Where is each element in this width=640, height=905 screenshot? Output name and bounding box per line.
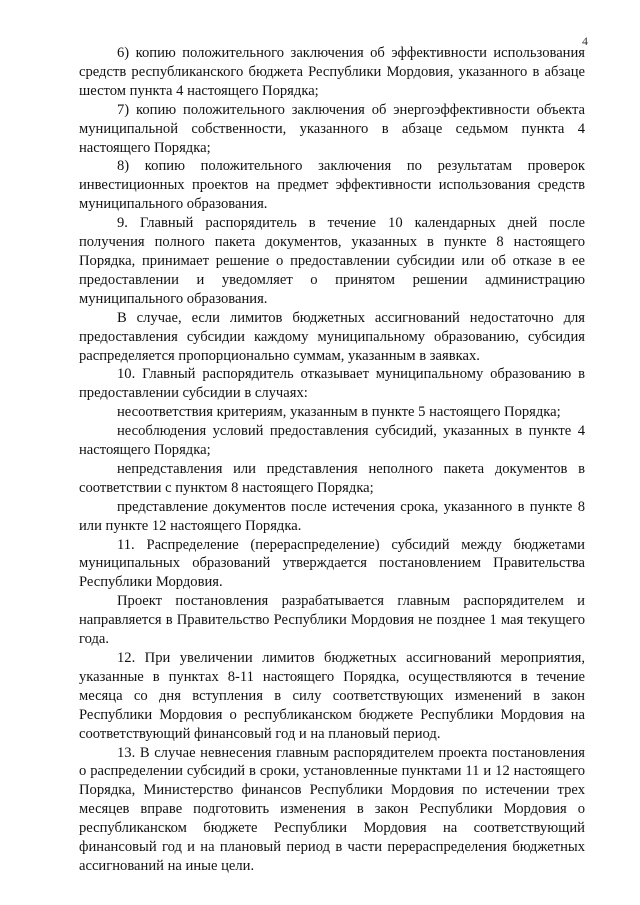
document-body	[79, 44, 585, 876]
paragraph-clause-10-case-1: несоответствия критериям, указанным в пункте 5 настоящего Порядка;	[117, 404, 561, 421]
paragraph-clause-10-case-2: несоблюдения условий предоставления субсидий, указанных в пункте 4 настоящего Порядка;	[79, 423, 585, 459]
paragraph-item-6: 6) копию положительного заключения об эффективности использования средств республиканского бюджета Республики Мордовия, указанного в абзаце шестом пункта 4 настоящего Порядка;	[79, 45, 585, 99]
paragraph-item-7: 7) копию положительного заключения об энергоэффективности объекта муниципальной собственности, указанного в абзаце седьмом пункта 4 настоящего Порядка;	[79, 101, 585, 156]
paragraph-clause-11-note: Проект постановления разрабатывается главным распорядителем и направляется в Правительство Республики Мордовия не позднее 1 мая текущего года.	[79, 593, 585, 648]
paragraph-clause-12: 12. При увеличении лимитов бюджетных ассигнований мероприятия, указанные в пунктах 8-11 настоящего Порядка, осуществляются в течение месяца со дня вступления в силу соответствующих изменений в закон Республики Мордовия о республиканском бюджете Республики Мордовия на соответствующий финансовый год и на плановый период.	[79, 650, 585, 742]
paragraph-clause-9-note: В случае, если лимитов бюджетных ассигнований недостаточно для предоставления субсидии каждому муниципальному образованию, субсидия распределяется пропорционально суммам, указанным в заявках.	[79, 309, 585, 364]
paragraph-clause-10: 10. Главный распорядитель отказывает муниципальному образованию в предоставлении субсидии в случаях:	[79, 366, 585, 402]
paragraph-clause-10-case-4: представление документов после истечения срока, указанного в пункте 8 или пункте 12 настоящего Порядка.	[79, 498, 585, 534]
paragraph-clause-11: 11. Распределение (перераспределение) субсидий между бюджетами муниципальных образований утверждается постановлением Правительства Республики Мордовия.	[79, 536, 585, 591]
paragraph-item-8: 8) копию положительного заключения по результатам проверок инвестиционных проектов на предмет эффективности использования средств муниципального образования.	[79, 158, 585, 213]
page-number: 4	[582, 34, 588, 48]
paragraph-clause-13: 13. В случае невнесения главным распорядителем проекта постановления о распределении субсидий в сроки, установленные пунктами 11 и 12 настоящего Порядка, Министерство финансов Республики Мордовия по истечении трех месяцев вправе подготовить изменения в закон Республики Мордовия о республиканском бюджете Республики Мордовия на соответствующий финансовый год и на плановый период в части перераспределения бюджетных ассигнований на иные цели.	[79, 744, 585, 874]
paragraph-clause-10-case-3: непредставления или представления неполного пакета документов в соответствии с пунктом 8 настоящего Порядка;	[79, 460, 585, 496]
paragraph-clause-9: 9. Главный распорядитель в течение 10 календарных дней после получения полного пакета документов, указанных в пункте 8 настоящего Порядка, принимает решение о предоставлении субсидии или об отказе в ее предоставлении и уведомляет о принятом решении администрацию муниципального образования.	[79, 215, 585, 307]
